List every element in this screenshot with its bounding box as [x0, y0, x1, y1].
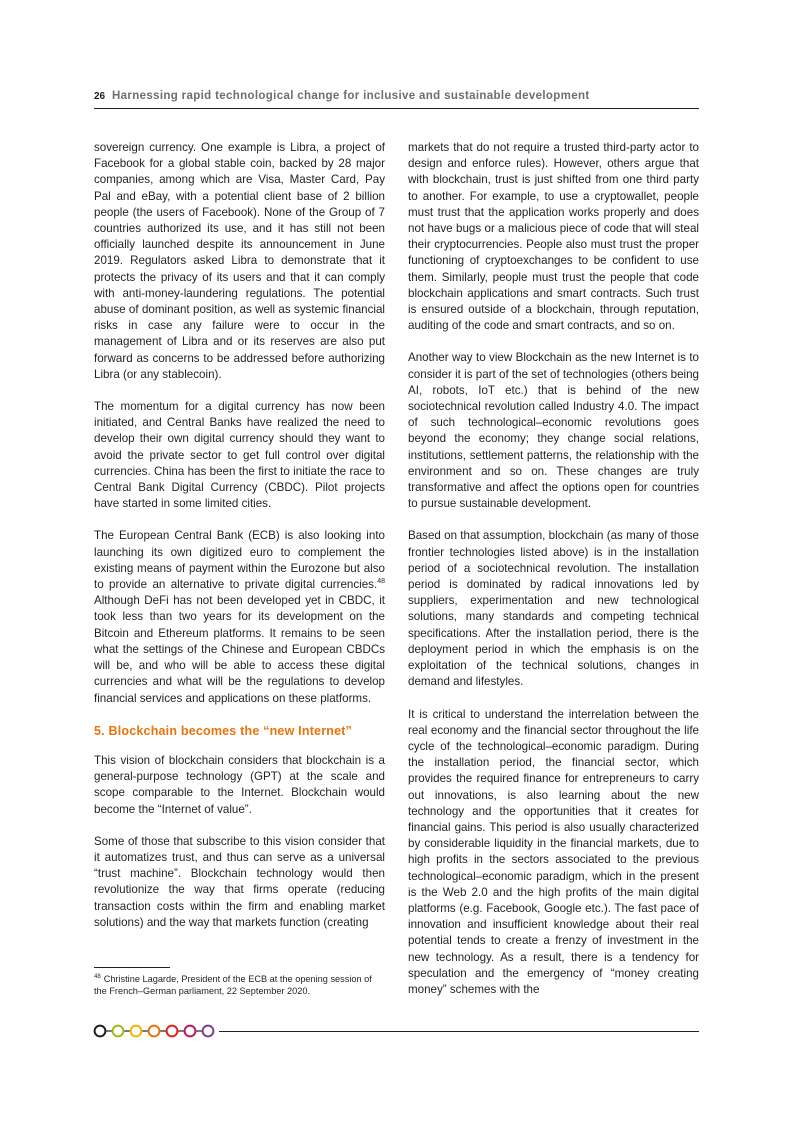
- paragraph-text: Although DeFi has not been developed yet in CBDC, it took less than two years for its development on the Bitcoin and Ethereum platforms. It remains to be seen what the settings of the Chinese and European CBDCs will be, and who will be able to access these digital currencies and what will be the regulations to develop financial services and applications on these platforms.: [94, 594, 385, 705]
- ring-icon: [95, 1026, 106, 1037]
- running-title: Harnessing rapid technological change for inclusive and sustainable development: [112, 90, 590, 102]
- paragraph: markets that do not require a trusted third-party actor to design and enforce rules). However, others argue that with blockchain, trust is just shifted from one third party to another. For example, to use a cryptowallet, people must trust that the application works properly and does not have bugs or a malicious piece of code that will steal their cryptocurrencies. People also must trust the proper functioning of cryptoexchanges to be confident to use them. Similarly, people must trust the people that code blockchain applications and smart contracts. Such trust is ensured outside of a blockchain, through reputation, auditing of the code and smart contracts, and so on.: [408, 141, 699, 333]
- paragraph: This vision of blockchain considers that blockchain is a general-purpose technology (GPT) at the scale and scope comparable to the Internet. Blockchain would become the “Internet of value”.: [94, 753, 385, 816]
- paragraph: sovereign currency. One example is Libra, a project of Facebook for a global stable coin, backed by 28 major companies, among which are Visa, Master Card, Pay Pal and eBay, with a potential client base of 2 billion people (the users of Facebook). None of the Group of 7 countries authorized its use, and it has still not been officially launched despite its announcement in June 2019. Regulators asked Libra to demonstrate that it protects the privacy of its users and that it can comply with anti-money-laundering regulations. The potential abuse of dominant position, as well as systemic financial risks in case any failure were to occur in the management of Libra and or its reserves are also put forward as concerns to be addressed before authorizing Libra (or any stablecoin).: [94, 141, 385, 381]
- left-column: [94, 140, 385, 947]
- ring-icon: [203, 1026, 214, 1037]
- paragraph: Another way to view Blockchain as the new Internet is to consider it is part of the set of technologies (others being AI, robots, IoT etc.) that is behind of the new sociotechnical revolution called Industry 4.0. The impact of such technological–economic revolutions goes beyond the economy; they change social relations, institutions, settlement patterns, the relationship with the environment and so on. These changes are truly transformative and affect the options open for countries to pursue sustainable development.: [408, 351, 699, 511]
- footer-circle-chain: [93, 1024, 221, 1038]
- page-number: 26: [94, 91, 106, 102]
- header-rule: [94, 108, 699, 109]
- paragraph: Some of those that subscribe to this vision consider that it automatizes trust, and thus can serve as a universal “trust machine”. Blockchain technology would then revolutionize the way that firms operate (reducing transaction costs within the firm and enabling market solutions) and the way that markets function (creating: [94, 834, 385, 929]
- footnote-number: 48: [94, 973, 101, 980]
- ring-icon: [131, 1026, 142, 1037]
- running-header: [94, 89, 699, 109]
- ring-icon: [113, 1026, 124, 1037]
- footer-rule: [219, 1031, 699, 1032]
- footnote-text: Christine Lagarde, President of the ECB at the opening session of the French–German parliament, 22 September 2020.: [94, 974, 372, 997]
- paragraph: It is critical to understand the interrelation between the real economy and the financial sector throughout the life cycle of the technological–economic paradigm. During the installation period, the financial sector, which provides the required finance for entrepreneurs to carry out innovations, is also learning about the new technology and the opportunities that it creates for financial gains. This period is also usually characterized by considerable liquidity in the financial markets, due to high profits in the sectors associated to the previous technological–economic paradigm, which in the present is the Web 2.0 and the high profits of the main digital platforms (e.g. Facebook, Google etc.). The fast pace of innovation and insufficient knowledge about their real potential tends to create a frenzy of investment in the new technology. As a result, there is a tendency for speculation and the emergency of “money creating money” schemes with the: [408, 707, 699, 996]
- paragraph-text: The European Central Bank (ECB) is also looking into launching its own digitized euro to complement the existing means of payment within the Eurozone but also to provide an alternative to private digital currencies.: [94, 529, 385, 592]
- ring-icon: [149, 1026, 160, 1037]
- footnote-reference[interactable]: 48: [377, 578, 385, 586]
- paragraph: [94, 528, 385, 706]
- paragraph: Based on that assumption, blockchain (as many of those frontier technologies listed above) is in the installation period of a sociotechnical revolution. The installation period is dominated by radical innovations led by suppliers, experimentation and new technological solutions, many standards and competing technical specifications. After the installation period, there is the deployment period in which the emphasis is on the exploitation of the technical solutions, changes in demand and lifestyles.: [408, 529, 699, 689]
- paragraph: The momentum for a digital currency has now been initiated, and Central Banks have realized the need to develop their own digital currency should they want to avoid the private sector to get full control over digital currencies. China has been the first to initiate the race to Central Bank Digital Currency (CBDC). Pilot projects have started in some limited cities.: [94, 400, 385, 511]
- ring-icon: [167, 1026, 178, 1037]
- footnote: [94, 973, 387, 998]
- ring-icon: [185, 1026, 196, 1037]
- section-heading: 5. Blockchain becomes the “new Internet”: [94, 723, 353, 738]
- circle-chain-icon: [93, 1024, 221, 1038]
- footnote-rule: [94, 967, 170, 968]
- right-column: [408, 140, 699, 1014]
